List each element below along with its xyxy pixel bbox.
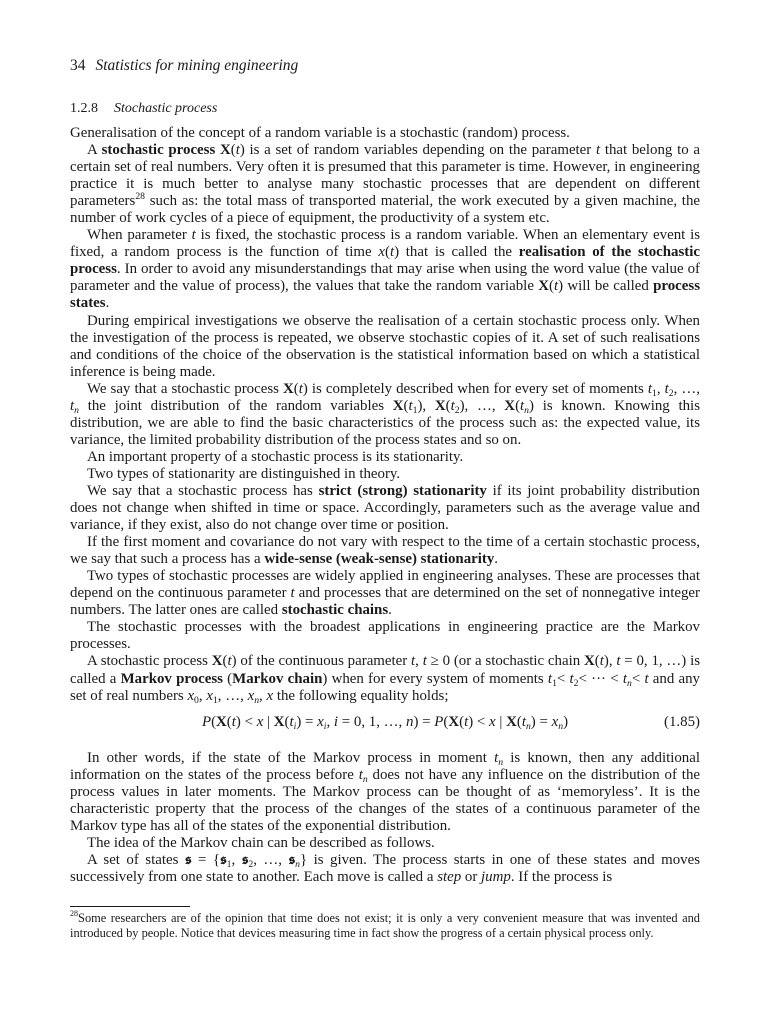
running-head bbox=[70, 56, 298, 76]
body-text bbox=[70, 125, 700, 886]
footnote-divider bbox=[70, 906, 190, 907]
term-process-states: process states bbox=[70, 278, 700, 312]
paragraph: Two types of stochastic processes are widely applied in engineering analyses. These are processes that depend on the continuous parameter t and processes that are determined on the set of nonnegative integer numbers. The latter ones are called stochastic chains. bbox=[70, 568, 700, 619]
book-title: Statistics for mining engineering bbox=[95, 57, 299, 74]
term-stochastic-chains: stochastic chains bbox=[281, 602, 389, 619]
paragraph: An important property of a stochastic process is its stationarity. bbox=[87, 448, 464, 465]
term-strict-stationarity: strict (strong) stationarity bbox=[318, 482, 487, 499]
paragraph: A stochastic process X(t) is a set of random variables depending on the parameter t that belong to a certain set of real numbers. Very often it is presumed that this parameter is time. However, in engineering practice it is much better to analyse many stochastic processes that are dependent on different parameters$^{28}$ such as: the total mass of transported material, the work executed by a given machine, the number of work cycles of a piece of equipment, the productivity of a system etc. bbox=[70, 142, 700, 227]
paragraph: Two types of stationarity are distinguished in theory. bbox=[87, 465, 401, 482]
paragraph: A set of states 𝖘 = {𝖘$_1$, 𝖘$_2$, …, 𝖘$_n$} is given. The process starts in one of these states and moves successively from one state to another. Each move is called a step or jump. If the process is bbox=[70, 851, 701, 885]
paragraph: We say that a stochastic process X(t) is completely described when for every set of moments $t_1$, $t_2$, …, $t_n$ the joint distribution of the random variables $X(t_1)$, $X(t_2)$, …, $X(t_n)$ is known. Knowing this distribution, we are able to find the basic characteristics of the process such as: the expected value, its variance, the limited probability distribution of the process states and so on. bbox=[70, 380, 700, 448]
paragraph: The idea of the Markov chain can be described as follows. bbox=[87, 834, 435, 851]
section-title: Stochastic process bbox=[114, 101, 218, 116]
footnote-ref: 28 bbox=[135, 191, 145, 203]
equation-number: (1.85) bbox=[664, 713, 700, 730]
footnote-text: Some researchers are of the opinion that time does not exist; it is only a very convenient measure that was invented and introduced by people. Notice that devices measuring time in fact show the progress of a certain physical process only. bbox=[70, 911, 700, 940]
term-step: step bbox=[437, 868, 462, 885]
term-wide-sense-stationarity: wide-sense (weak-sense) stationarity bbox=[264, 551, 495, 568]
paragraph: A stochastic process X(t) of the continuous parameter t, t ≥ 0 (or a stochastic chain X(t), t = 0, 1, …) is called a Markov process (Markov chain) when for every system of moments $t_1< t_2<$ ··· < $t_n< t$ and any set of real numbers $x_0$, $x_1$, …, $x_n$, x the following equality holds; bbox=[70, 653, 701, 706]
term-markov-chain: Markov chain bbox=[232, 670, 323, 687]
page-number: 34 bbox=[70, 57, 86, 74]
term-markov-process: Markov process bbox=[120, 670, 223, 687]
section-heading bbox=[70, 99, 217, 119]
term-jump: jump bbox=[481, 868, 511, 885]
footnote bbox=[70, 911, 700, 941]
paragraph: The stochastic processes with the broadest applications in engineering practice are the Markov processes. bbox=[70, 619, 700, 653]
footnote-marker: 28 bbox=[70, 909, 79, 918]
paragraph: We say that a stochastic process has strict (strong) stationarity if its joint probability distribution does not change when shifted in time or space. Accordingly, parameters such as the average value and variance, if they exist, also do not change over time or position. bbox=[70, 482, 700, 534]
paragraph: If the first moment and covariance do not vary with respect to the time of a certain stochastic process, we say that such a process has a wide-sense (weak-sense) stationarity. bbox=[70, 534, 700, 568]
section-number: 1.2.8 bbox=[70, 101, 98, 116]
paragraph: When parameter t is fixed, the stochastic process is a random variable. When an elementary event is fixed, a random process is the function of time x(t) that is called the realisation of the stochastic process. In order to avoid any misunderstandings that may arise when using the word value (the value of parameter and the value of process), the values that take the random variable X(t) will be called process states. bbox=[70, 227, 700, 312]
equation-body: P(X(t) < x | $X(t_i) = x_i$, i = 0, 1, …, n) = P(X(t) < x | $X(t_n) = x_n$) bbox=[201, 713, 569, 732]
term-realisation: realisation of the stochastic process bbox=[70, 244, 700, 278]
term-stochastic-process: stochastic process bbox=[101, 142, 216, 159]
paragraph: Generalisation of the concept of a random variable is a stochastic (random) process. bbox=[70, 125, 570, 141]
equation bbox=[70, 714, 700, 731]
paragraph: During empirical investigations we observe the realisation of a certain stochastic process only. When the investigation of the process is repeated, we observe stochastic copies of it. A set of such realisations and conditions of the choice of the observation is the statistical information based on which a statistical inference is being made. bbox=[70, 312, 700, 380]
paragraph: In other words, if the state of the Markov process in moment $t_n$ is known, then any additional information on the states of the process before $t_n$ does not have any influence on the distribution of the process values in later moments. The Markov process can be thought of as ‘memoryless’. It is the characteristic property that the process of the changes of the states of a continuous parameter of the Markov type has all of the states of the exponential distribution. bbox=[70, 749, 701, 834]
